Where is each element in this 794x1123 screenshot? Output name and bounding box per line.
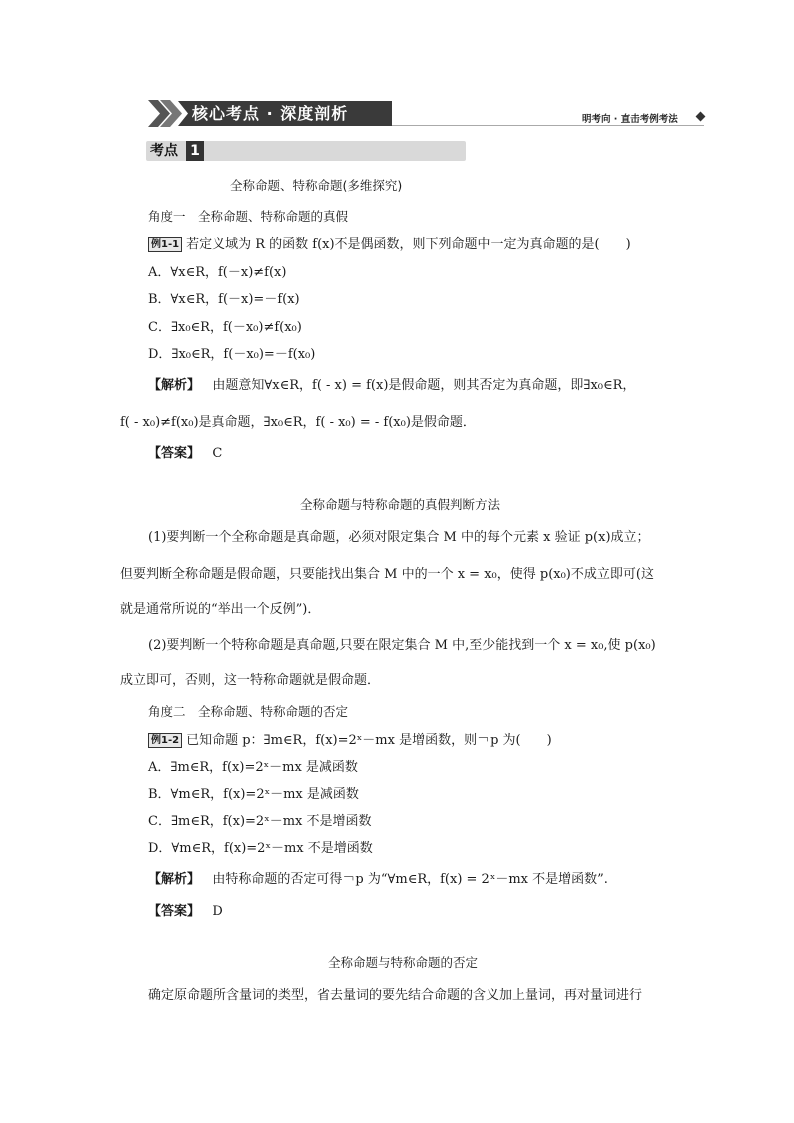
option-c-2: C．∃m∈R，f(x)=2ˣ－mx 不是增函数 <box>148 814 372 829</box>
option-b-2: B．∀m∈R，f(x)=2ˣ－mx 是减函数 <box>148 787 359 802</box>
analysis-line <box>148 374 635 393</box>
angle-heading-2: 角度二 全称命题、特称命题的否定 <box>148 704 349 719</box>
angle-heading: 角度一 全称命题、特称命题的真假 <box>148 209 349 224</box>
kaodian-bar <box>146 141 466 161</box>
answer-label-2: 【答案】 <box>148 904 201 919</box>
question-text: 若定义域为 R 的函数 f(x)不是偶函数，则下列命题中一定为真命题的是( ) <box>186 237 631 252</box>
example-question <box>148 233 631 252</box>
method-p1-line2: 但要判断全称命题是假命题，只要能找出集合 M 中的一个 x = x₀，使得 p(x₀)不成立即可(这 <box>120 567 654 582</box>
option-d: D．∃x₀∈R，f(－x₀)=－f(x₀) <box>148 347 316 362</box>
analysis-line-2: f( - x₀)≠f(x₀)是真命题，∃x₀∈R，f( - x₀) = - f(x₀)是假命题． <box>120 415 476 430</box>
option-d-2: D．∀m∈R，f(x)=2ˣ－mx 不是增函数 <box>148 841 373 856</box>
answer-label: 【答案】 <box>148 446 201 461</box>
option-b: B．∀x∈R，f(－x)=－f(x) <box>148 292 300 307</box>
analysis-text: 由题意知∀x∈R，f( - x) = f(x)是假命题，则其否定为真命题，即∃x₀∈R， <box>212 378 636 393</box>
method-title: 全称命题与特称命题的真假判断方法 <box>300 497 501 512</box>
analysis-label-2: 【解析】 <box>148 872 201 887</box>
banner-title: 核心考点 · 深度剖析 <box>192 104 349 123</box>
method2-line1: 确定原命题所含量词的类型，省去量词的要先结合命题的含义加上量词，再对量词进行 <box>148 988 643 1003</box>
kaodian-label: 考点 <box>150 143 178 159</box>
analysis-label: 【解析】 <box>148 378 201 393</box>
example-tag-2: 例1-2 <box>148 733 182 748</box>
answer-line-2 <box>148 900 223 919</box>
method-p2-line2: 成立即可，否则，这一特称命题就是假命题． <box>120 673 381 688</box>
answer-line <box>148 442 222 461</box>
analysis-line-s2 <box>148 868 608 887</box>
header-rule <box>392 125 704 126</box>
answer-value: C <box>212 446 223 461</box>
kaodian-number: 1 <box>186 141 204 161</box>
option-a-2: A．∃m∈R，f(x)=2ˣ－mx 是减函数 <box>148 760 358 775</box>
question-text-2: 已知命题 p：∃m∈R，f(x)=2ˣ－mx 是增函数，则￢p 为( ) <box>186 733 552 748</box>
diamond-icon <box>696 112 706 122</box>
option-a: A．∀x∈R，f(－x)≠f(x) <box>148 265 287 280</box>
analysis-text-2: 由特称命题的否定可得￢p 为“∀m∈R，f(x) = 2ˣ－mx 不是增函数”. <box>212 872 608 887</box>
method-p1-line1: (1)要判断一个全称命题是真命题，必须对限定集合 M 中的每个元素 x 验证 p(x)成立； <box>148 530 650 545</box>
example-question-2 <box>148 729 552 748</box>
section-banner <box>148 100 392 127</box>
method-p2-line1: (2)要判断一个特称命题是真命题,只要在限定集合 M 中,至少能找到一个 x = x₀,使 p(x₀) <box>148 638 656 653</box>
example-tag: 例1-1 <box>148 237 182 252</box>
header-subtitle: 明考向 · 直击考例考法 <box>582 114 678 125</box>
option-c: C．∃x₀∈R，f(－x₀)≠f(x₀) <box>148 320 302 335</box>
section-title: 全称命题、特称命题(多维探究) <box>230 178 403 193</box>
method-title-2: 全称命题与特称命题的否定 <box>328 955 479 970</box>
method-p1-line3: 就是通常所说的“举出一个反例”)． <box>120 602 321 617</box>
answer-value-2: D <box>212 904 223 919</box>
